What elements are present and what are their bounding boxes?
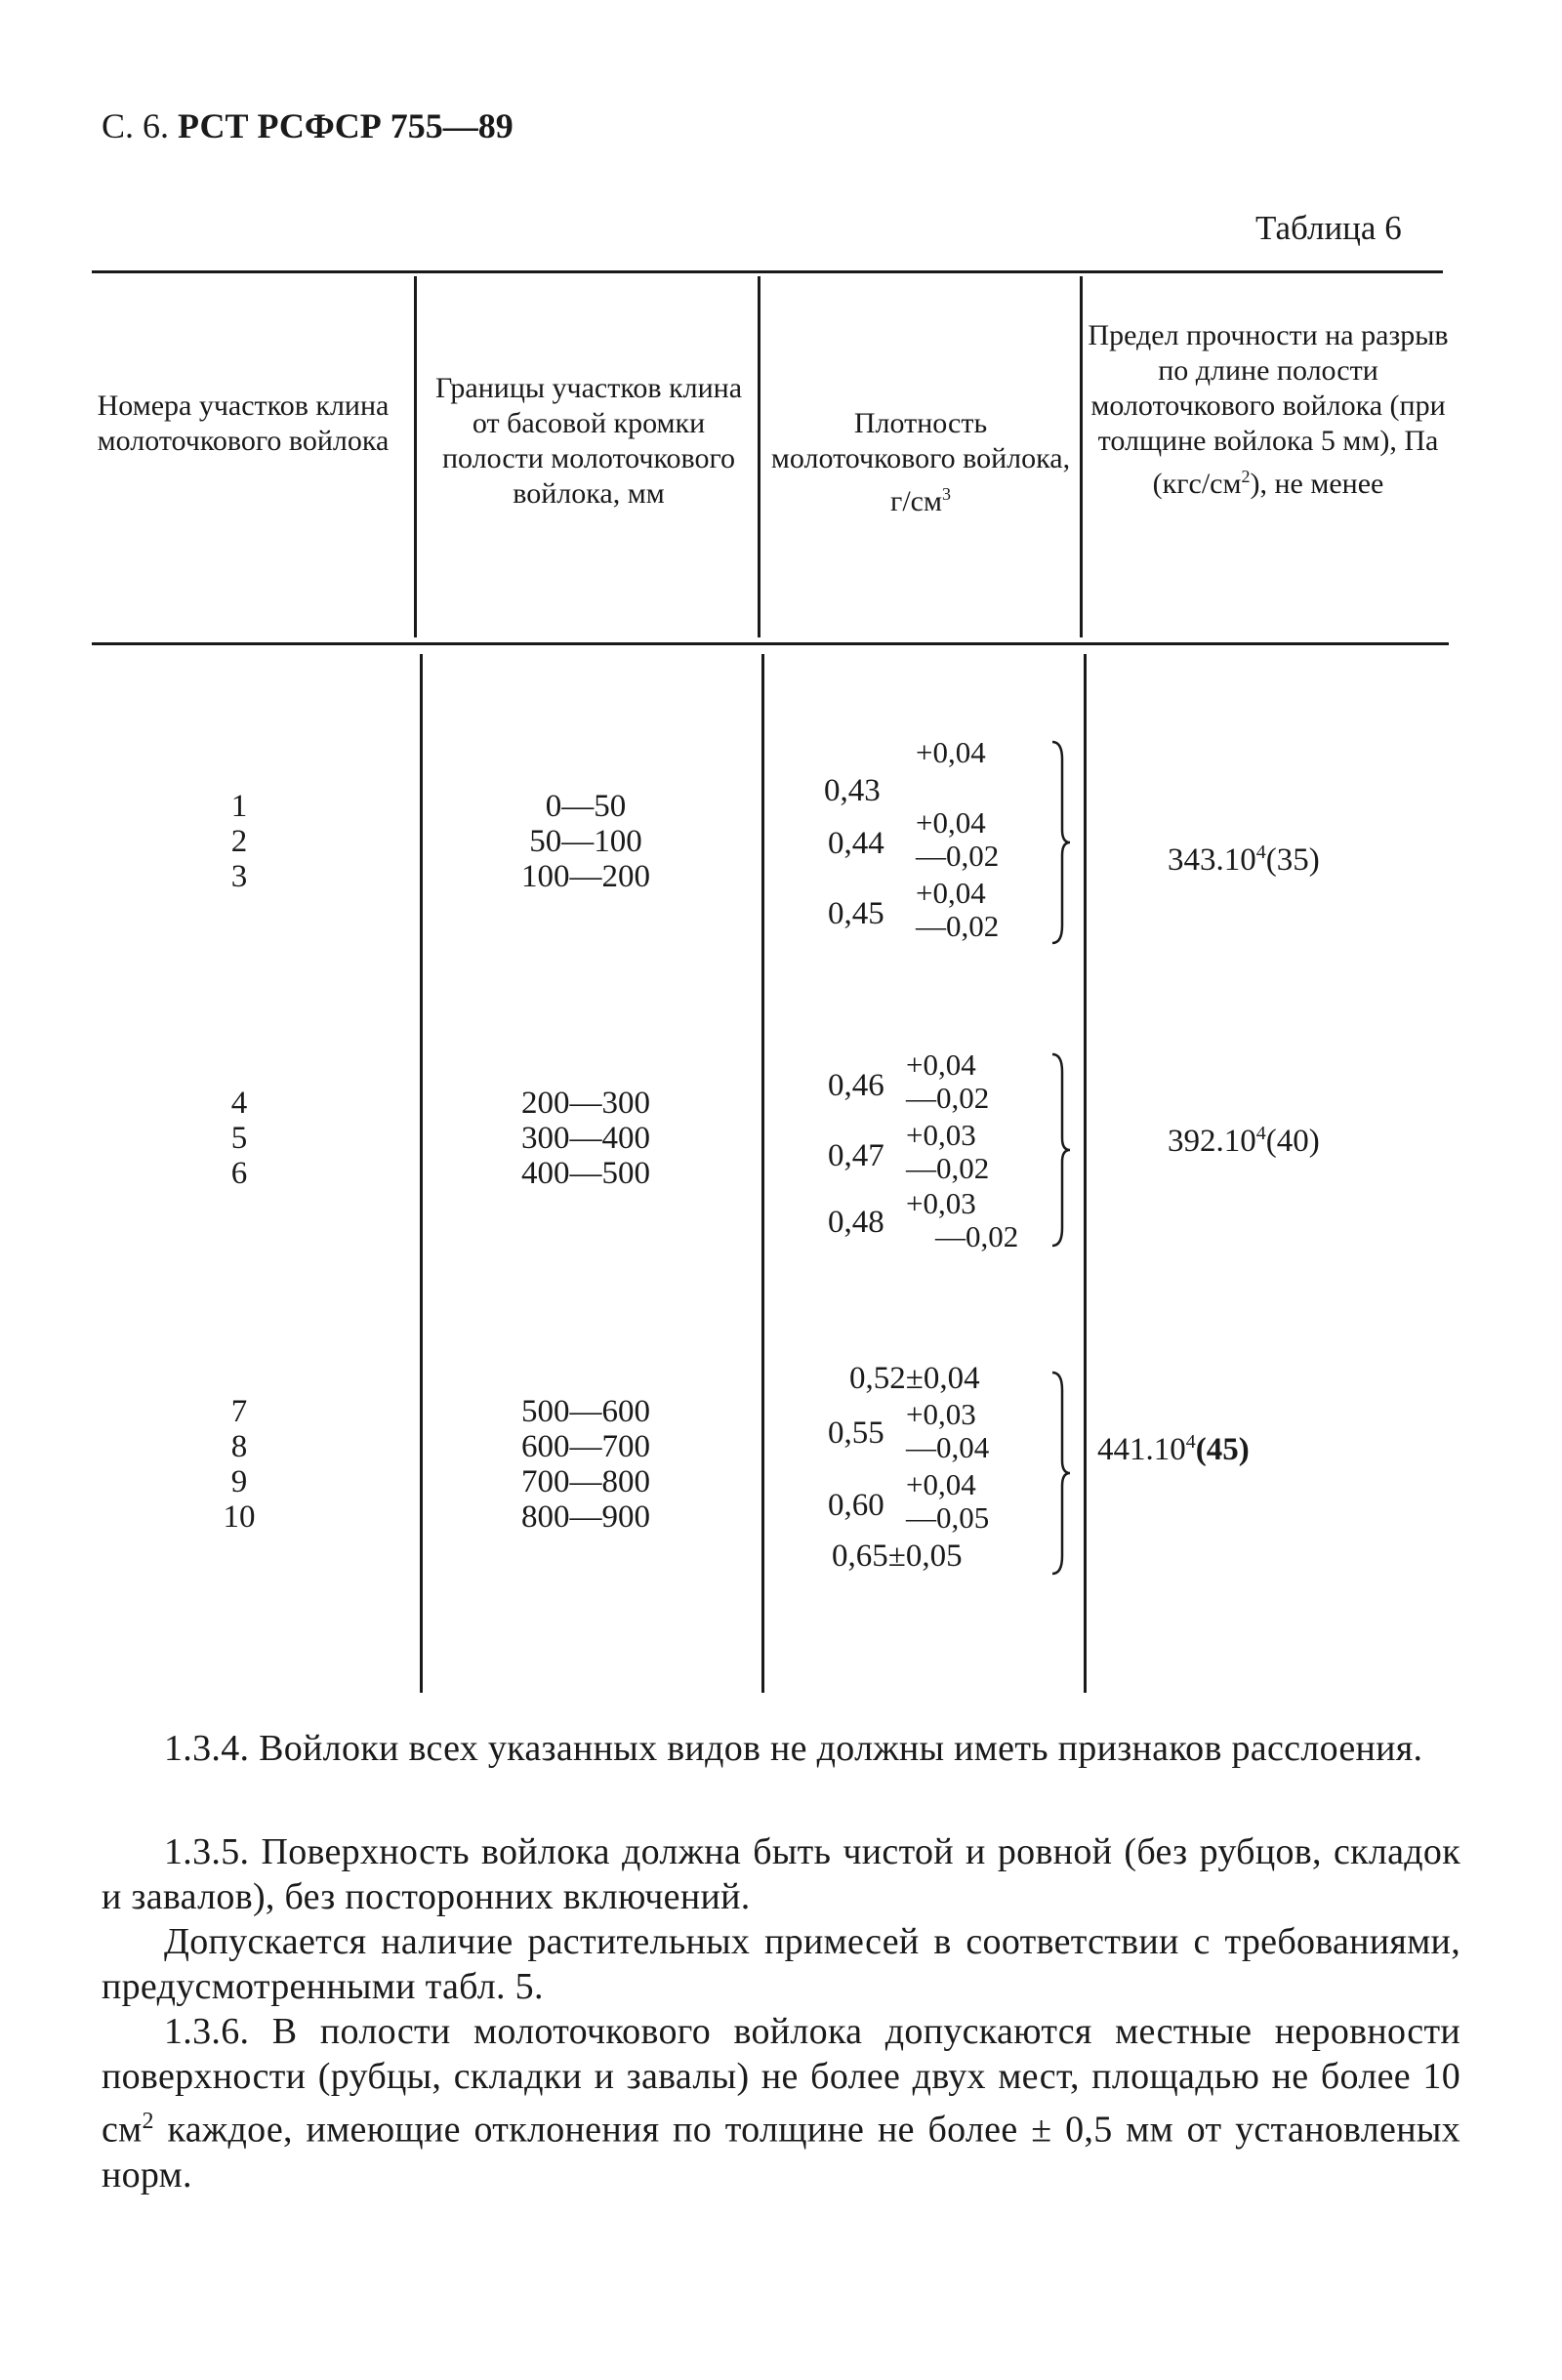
section-ranges-group-3: 500—600 600—700 700—800 800—900 bbox=[521, 1394, 650, 1535]
density-tolerance: +0,03 —0,04 bbox=[906, 1397, 990, 1464]
section-numbers-group-1: 1 2 3 bbox=[230, 789, 248, 894]
density-tolerance: +0,03 —0,02 bbox=[906, 1118, 990, 1185]
column-divider-2 bbox=[761, 654, 764, 1693]
brace-group-2 bbox=[1048, 1052, 1072, 1252]
column-header-section-bounds: Границы участков клина от басовой кромки полости молоточкового войлока, мм bbox=[434, 372, 743, 510]
brace-group-1 bbox=[1048, 740, 1072, 950]
density-value: 0,55 bbox=[828, 1416, 884, 1451]
column-header-tensile-strength: Предел прочности на разрыв по длине полости молоточкового войлока (при толщине войлока 5 мм), Па $(кгс/см^2)$, не менее bbox=[1088, 319, 1449, 500]
standard-code: РСТ РСФСР 755—89 bbox=[178, 106, 514, 145]
density-value: 0,44 bbox=[828, 826, 884, 861]
density-value: 0,60 bbox=[828, 1488, 884, 1523]
table-header-rule bbox=[92, 642, 1449, 645]
table-label: Таблица 6 bbox=[1255, 209, 1402, 247]
density-tolerance: +0,04 bbox=[916, 735, 986, 769]
section-ranges-group-2: 200—300 300—400 400—500 bbox=[521, 1086, 650, 1191]
section-ranges-group-1: 0—50 50—100 100—200 bbox=[521, 789, 650, 894]
page-header bbox=[102, 105, 514, 146]
density-tolerance: +0,04 —0,02 bbox=[916, 876, 1000, 943]
density-tolerance: +0,04 —0,02 bbox=[916, 805, 1000, 873]
tensile-strength-group-3: 441.10$^4$(45) bbox=[1097, 1431, 1250, 1467]
column-divider-2-head bbox=[758, 276, 760, 637]
page-number: С. 6. bbox=[102, 106, 170, 145]
paragraph-1-3-5-cont: Допускается наличие растительных примесей в соответствии с требованиями, предусмотренными табл. 5. bbox=[102, 1921, 1460, 2007]
density-value: 0,47 bbox=[828, 1138, 884, 1173]
column-divider-3 bbox=[1084, 654, 1087, 1693]
paragraph-1-3-5: 1.3.5. Поверхность войлока должна быть чистой и ровной (без рубцов, складок и завалов), без посторонних включений. bbox=[102, 1831, 1460, 1917]
column-divider-3-head bbox=[1080, 276, 1083, 637]
density-value: 0,52±0,04 bbox=[849, 1361, 980, 1396]
density-tolerance: +0,03 —0,02 bbox=[906, 1186, 1019, 1253]
section-numbers-group-2: 4 5 6 bbox=[230, 1086, 248, 1191]
column-divider-1-head bbox=[414, 276, 417, 637]
brace-group-3 bbox=[1048, 1371, 1072, 1580]
paragraph-1-3-4: 1.3.4. Войлоки всех указанных видов не должны иметь признаков расслоения. bbox=[164, 1728, 1423, 1769]
density-value: 0,43 bbox=[824, 773, 881, 808]
column-divider-1 bbox=[420, 654, 423, 1693]
tensile-strength-group-1: 343.10$^4$(35) bbox=[1168, 841, 1320, 878]
density-value: 0,48 bbox=[828, 1205, 884, 1240]
tensile-strength-group-2: 392.10$^4$(40) bbox=[1168, 1123, 1320, 1159]
density-tolerance: +0,04 —0,02 bbox=[906, 1047, 990, 1115]
table-top-rule bbox=[92, 270, 1443, 273]
section-numbers-group-3: 7 8 9 10 bbox=[223, 1394, 256, 1535]
column-header-section-number: Номера участков клина молоточкового войлока bbox=[97, 390, 390, 457]
density-value: 0,46 bbox=[828, 1068, 884, 1103]
density-tolerance: +0,04 —0,05 bbox=[906, 1467, 990, 1535]
density-value: 0,45 bbox=[828, 896, 884, 931]
paragraph-1-3-6: 1.3.6. В полости молоточкового войлока допускаются местные неровности поверхности (рубцы, складки и завалы) не более двух мест, площадью не более 10 $см^2$ каждое, имеющие отклонения по толщине не более ± 0,5 мм от установленых норм. bbox=[102, 2011, 1460, 2195]
column-header-density: Плотность молоточкового войлока, $г/см^3$ bbox=[770, 407, 1071, 517]
density-value: 0,65±0,05 bbox=[832, 1539, 963, 1574]
